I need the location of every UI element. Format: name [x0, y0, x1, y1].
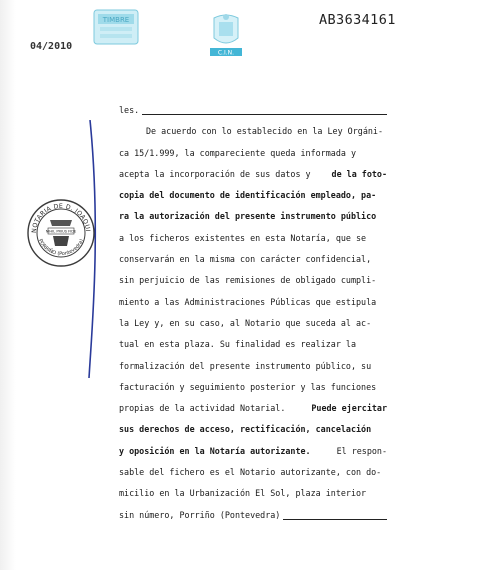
document-date-ref: 04/2010: [30, 41, 73, 52]
text-line: conservarán en la misma con carácter confidencial,: [119, 254, 372, 265]
text-line: sable del fichero es el Notario autorizante, con do-: [119, 467, 382, 478]
text-line: propias de la actividad Notarial. Puede ejercitar: [119, 403, 387, 414]
document-serial-number: AB3634161: [319, 12, 396, 28]
text-line: miento a las Administraciones Públicas que estipula: [119, 296, 377, 307]
fiscal-stamp-emblem: [206, 12, 246, 62]
notary-seal: [26, 198, 96, 272]
seal-banner-text: NIHIL PRIUS FIDE: [45, 229, 77, 234]
text-line: formalización del presente instrumento público, su: [119, 360, 372, 371]
text-line: sus derechos de acceso, rectificación, cancelación: [119, 424, 372, 435]
fill-rule: [283, 505, 387, 520]
text-line: acepta la incorporación de sus datos y de la foto-: [119, 168, 387, 179]
fill-rule: [142, 100, 387, 115]
seal-ring-text: NOTARIA DE D. JOAQUI: [30, 202, 91, 234]
text-line: facturación y seguimiento posterior y las funciones: [119, 381, 377, 392]
fiscal-stamp-left: [93, 9, 139, 49]
seal-bottom-text: PORRIÑO (Pontevedra): [36, 238, 86, 258]
text-line: ca 15/1.999, la compareciente queda informada y: [119, 147, 356, 158]
text-line: sin número, Porriño (Pontevedra): [119, 505, 387, 526]
text-line: De acuerdo con lo establecido en la Ley Orgáni-: [146, 126, 383, 137]
page-edge: [0, 0, 16, 570]
stamp-right-label: C.I.N.: [217, 49, 235, 57]
text-line: micilio en la Urbanización El Sol, plaza interior: [119, 488, 367, 499]
text-line: sin perjuicio de las remisiones de obligado cumpli-: [119, 275, 377, 286]
text-line: y oposición en la Notaría autorizante. El respon-: [119, 445, 387, 456]
notarial-clause-text: [119, 100, 387, 526]
stamp-left-label: TIMBRE: [102, 16, 130, 24]
text-line: ra la autorización del presente instrumento público: [119, 211, 377, 222]
text-line: copia del documento de identificación empleado, pa-: [119, 190, 377, 201]
text-line: tual en esta plaza. Su finalidad es realizar la: [119, 339, 356, 350]
text-line: la Ley y, en su caso, al Notario que suceda al ac-: [119, 317, 372, 328]
text-line: a los ficheros existentes en esta Notaría, que se: [119, 232, 367, 243]
text-line: les.: [119, 100, 387, 121]
